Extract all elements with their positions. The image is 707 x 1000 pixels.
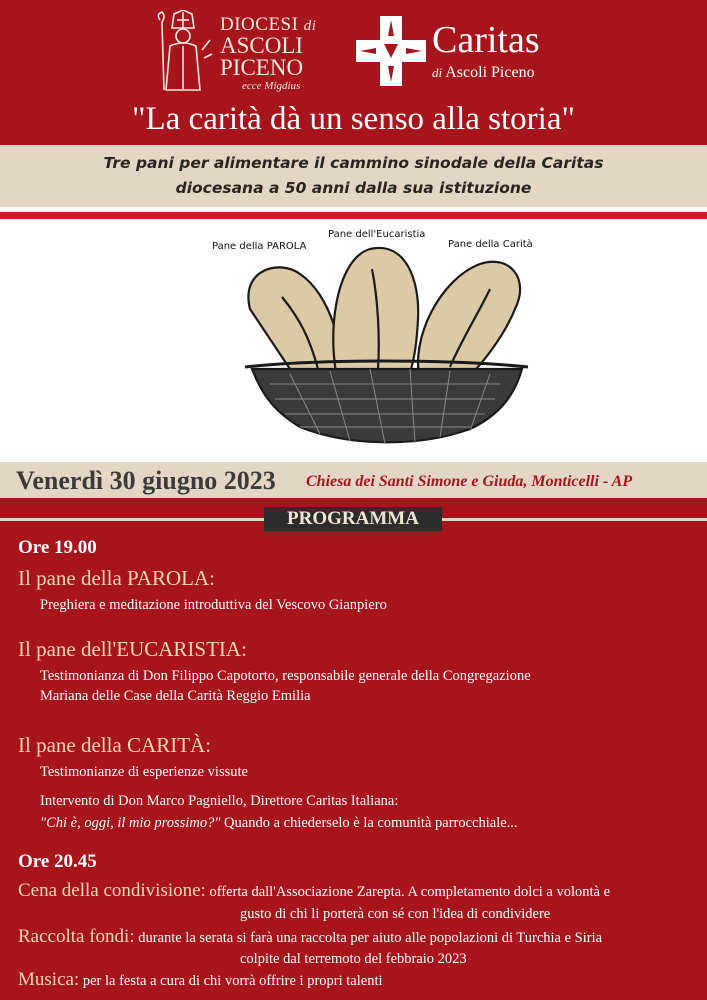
page-title: "La carità dà un senso alla storia" (132, 101, 575, 137)
fondi-text2: colpite dal terremoto del febbraio 2023 (240, 951, 467, 967)
section-eucaristia-text1: Testimonianza di Don Filippo Capotorto, responsabile generale della Congregazione (40, 668, 531, 684)
programma-label: PROGRAMMA (264, 507, 442, 531)
diocese-logo (152, 10, 332, 92)
section-eucaristia-title: Il pane dell'EUCARISTIA: (18, 637, 247, 661)
bread-basket-illustration (0, 219, 707, 462)
bread-basket-icon (0, 219, 707, 462)
quote: "Chi è, oggi, il mio prossimo?" (40, 815, 221, 831)
label-pane-parola: Pane della PAROLA (212, 241, 307, 252)
cena-row (18, 880, 707, 902)
cena-label: Cena della condivisione: (18, 880, 206, 901)
time-2045: Ore 20.45 (18, 851, 97, 872)
caritas-cross-icon (356, 16, 426, 86)
caritas-logo (356, 16, 586, 88)
label-pane-carita: Pane della Carità (448, 239, 533, 250)
musica-text: per la festa a cura di chi vorrà offrire i propri talenti (79, 973, 383, 989)
section-carita-text1: Testimonianze di esperienze vissute (40, 764, 248, 780)
diocese-line2: ASCOLI (220, 33, 304, 58)
section-eucaristia-text2: Mariana delle Case della Carità Reggio Emilia (40, 688, 311, 704)
caritas-name: Caritas (432, 19, 540, 61)
section-parola-title: Il pane della PAROLA: (18, 566, 215, 590)
subtitle-line2: diocesana a 50 anni dalla sua istituzione (175, 179, 532, 197)
section-carita-quote-line: "Chi è, oggi, il mio prossimo?" Quando a chiederselo è la comunità parrocchiale... (40, 815, 518, 831)
fondi-row (18, 926, 707, 948)
fondi-text1: durante la serata si farà una raccolta per aiuto alle popolazioni di Turchia e Siria (134, 930, 603, 946)
cena-text1: offerta dall'Associazione Zarepta. A completamento dolci a volontà e (205, 884, 611, 900)
cena-text2: gusto di chi li porterà con sé con l'idea di condividere (240, 906, 551, 922)
diocese-line3: PICENO (220, 55, 304, 80)
subtitle-band (0, 145, 707, 207)
diocese-motto: ecce Migdius (242, 80, 301, 92)
event-date: Venerdì 30 giugno 2023 (16, 466, 276, 495)
section-parola-text: Preghiera e meditazione introduttiva del Vescovo Gianpiero (40, 597, 387, 613)
section-carita-text2: Intervento di Don Marco Pagniello, Direttore Caritas Italiana: (40, 793, 399, 809)
time-1900: Ore 19.00 (18, 537, 97, 558)
musica-row (18, 969, 707, 991)
fondi-label: Raccolta fondi: (18, 926, 135, 947)
bishop-seal-icon (152, 10, 214, 92)
diocese-line1: DIOCESI di (220, 14, 317, 35)
divider-red (0, 212, 707, 219)
subtitle-line1: Tre pani per alimentare il cammino sinodale della Caritas (103, 154, 604, 172)
programma-heading (0, 507, 707, 531)
section-carita-title: Il pane della CARITÀ: (18, 733, 212, 757)
caritas-subtitle: di Ascoli Piceno (432, 64, 535, 81)
label-pane-eucaristia: Pane dell'Eucaristia (328, 229, 426, 240)
header (0, 0, 707, 145)
musica-label: Musica: (18, 969, 80, 990)
event-place: Chiesa dei Santi Simone e Giuda, Monticelli - AP (306, 473, 633, 490)
